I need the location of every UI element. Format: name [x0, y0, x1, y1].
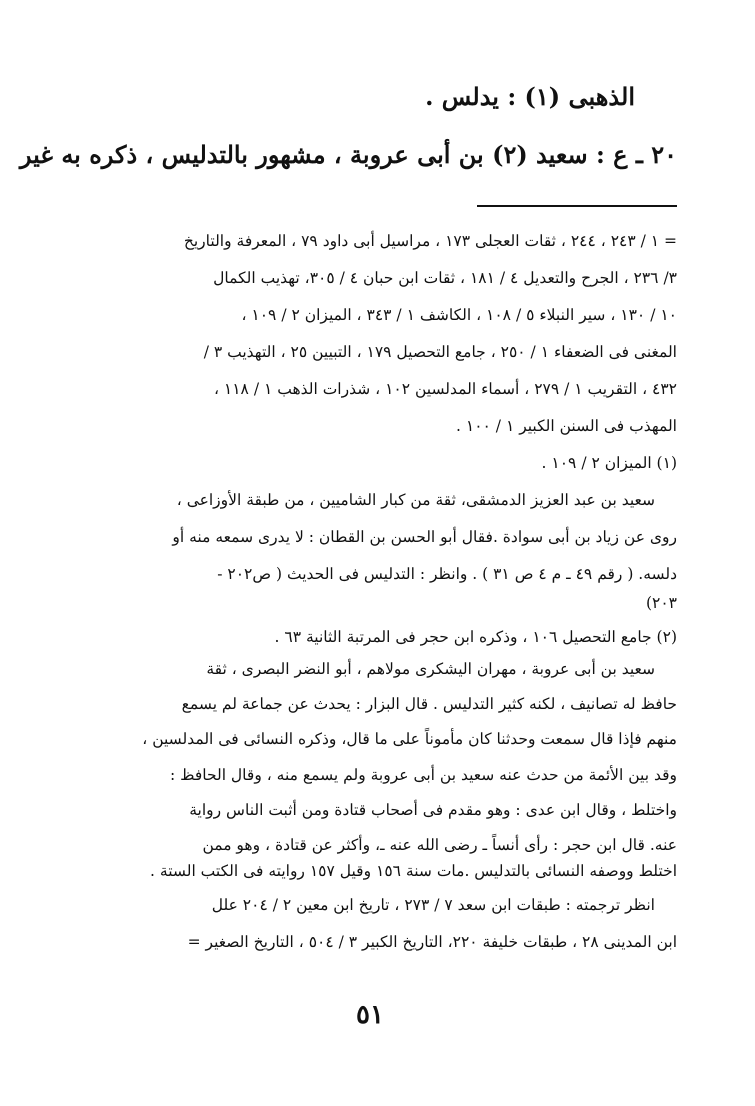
footnote-1-line: ٢٠٣)	[645, 594, 677, 612]
footnote-1-heading: (١) الميزان ٢ / ١٠٩ .	[541, 454, 677, 472]
footnote-2-line: سعيد بن أبى عروبة ، مهران اليشكرى مولاهم ، أبو النضر البصرى ، ثقة	[206, 660, 655, 678]
footnote-separator	[477, 205, 677, 207]
footnote-1-line: روى عن زياد بن أبى سوادة .فقال أبو الحسن بن القطان : لا يدرى سمعه منه أو	[172, 528, 677, 546]
footnote-1-line: دلسه. ( رقم ٤٩ ـ م ٤ ص ٣١ ) . وانظر : التدليس فى الحديث ( ص٢٠٢ -	[217, 565, 677, 583]
footnote-2-line: عنه. قال ابن حجر : رأى أنساً ـ رضى الله عنه ـ، وأكثر عن قتادة ، وهو ممن	[202, 836, 677, 854]
body-line-2: ٢٠ ـ ع : سعيد (٢) بن أبى عروبة ، مشهور بالتدليس ، ذكره به غير	[19, 140, 677, 169]
footnote-2-line: انظر ترجمته : طبقات ابن سعد ٧ / ٢٧٣ ، تاريخ ابن معين ٢ / ٢٠٤ علل	[211, 896, 655, 914]
footnote-2-line: منهم فإذا قال سمعت وحدثنا كان مأموناً على ما قال، وذكره النسائى فى المدلسين ،	[142, 730, 677, 748]
footnote-cont-line: ٤٣٢ ، التقريب ١ / ٢٧٩ ، أسماء المدلسين ١٠٢ ، شذرات الذهب ١ / ١١٨ ،	[213, 380, 677, 398]
footnote-2-line: واختلط ، وقال ابن عدى : وهو مقدم فى أصحاب قتادة ومن أثبت الناس رواية	[189, 801, 677, 819]
footnote-cont-line: ١٠ / ١٣٠ ، سير النبلاء ٥ / ١٠٨ ، الكاشف ١ / ٣٤٣ ، الميزان ٢ / ١٠٩ ،	[241, 306, 677, 324]
footnote-1-line: سعيد بن عبد العزيز الدمشقى، ثقة من كبار الشاميين ، من طبقة الأوزاعى ،	[176, 491, 655, 509]
footnote-2-line: حافظ له تصانيف ، لكنه كثير التدليس . قال البزار : يحدث عن جماعة لم يسمع	[181, 695, 677, 713]
footnote-2-heading: (٢) جامع التحصيل ١٠٦ ، وذكره ابن حجر فى المرتبة الثانية ٦٣ .	[274, 628, 677, 646]
body-line-1: الذهبى (١) : يدلس .	[425, 82, 635, 111]
footnote-2-line: ابن المدينى ٢٨ ، طبقات خليفة ٢٢٠، التاريخ الكبير ٣ / ٥٠٤ ، التاريخ الصغير =	[187, 933, 677, 951]
footnote-cont-line: المهذب فى السنن الكبير ١ / ١٠٠ .	[456, 417, 677, 435]
footnote-2-line: وقد بين الأئمة من حدث عنه سعيد بن أبى عروبة ولم يسمع منه ، وقال الحافظ :	[169, 766, 677, 784]
footnote-cont-line: ٣/ ٢٣٦ ، الجرح والتعديل ٤ / ١٨١ ، ثقات ابن حبان ٤ / ٣٠٥، تهذيب الكمال	[213, 269, 677, 287]
footnote-cont-line: = ١ / ٢٤٣ ، ٢٤٤ ، ثقات العجلى ١٧٣ ، مراسيل أبى داود ٧٩ ، المعرفة والتاريخ	[183, 232, 677, 250]
footnote-2-line: اختلط ووصفه النسائى بالتدليس .مات سنة ١٥٦ وقيل ١٥٧ روايته فى الكتب الستة .	[150, 862, 677, 880]
page-number: ٥١	[356, 1000, 384, 1030]
footnote-cont-line: المغنى فى الضعفاء ١ / ٢٥٠ ، جامع التحصيل ١٧٩ ، التبيين ٢٥ ، التهذيب ٣ /	[203, 343, 677, 361]
